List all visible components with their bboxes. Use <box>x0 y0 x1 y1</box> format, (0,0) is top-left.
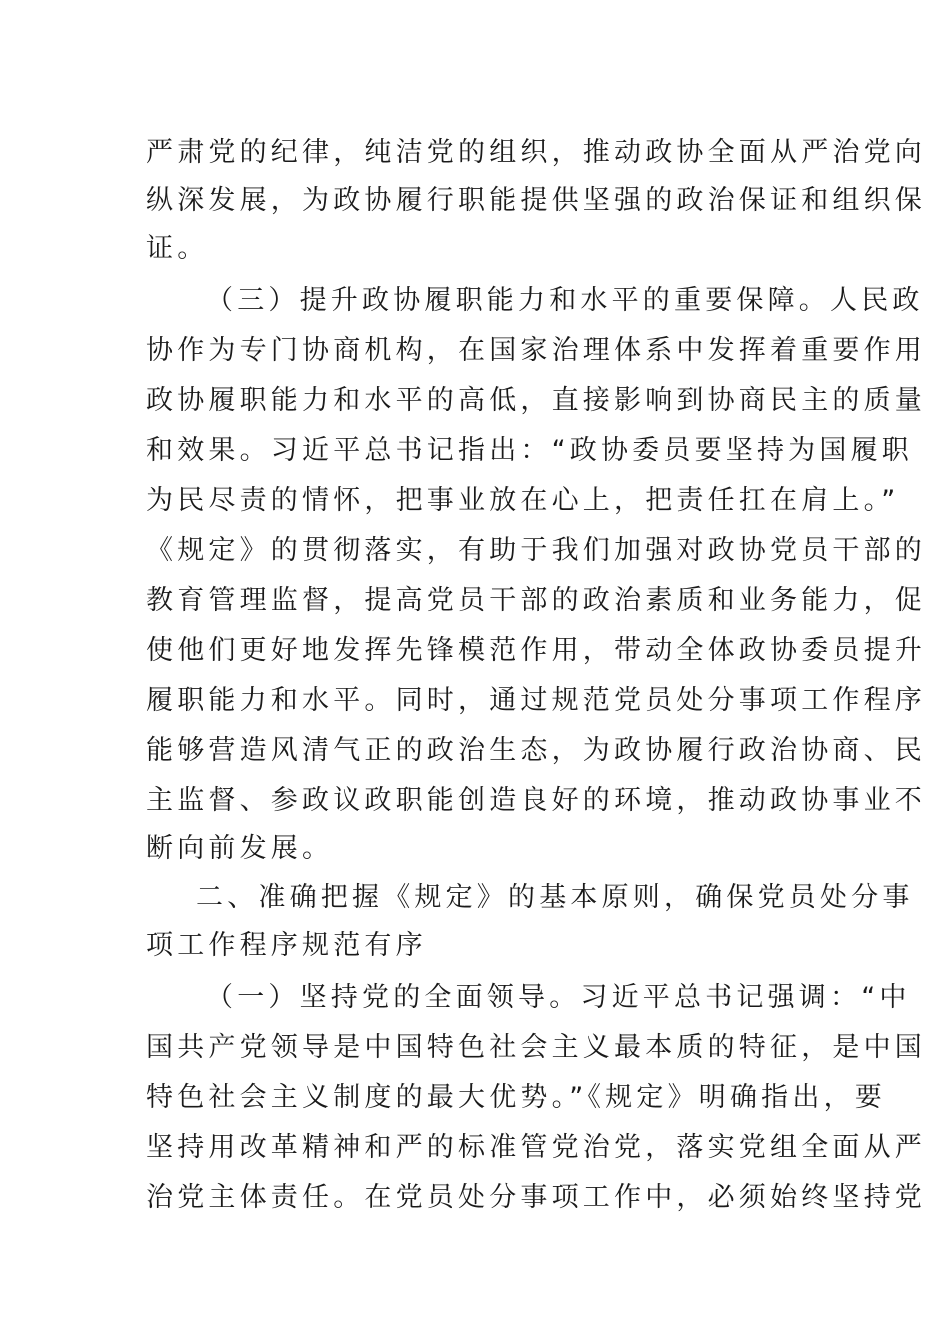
text-line: 坚持用改革精神和严的标准管党治党，落实党组全面从严 <box>146 1132 926 1163</box>
paragraph-start-line: （一）坚持党的全面领导。习近平总书记强调：“中 <box>206 982 911 1013</box>
text-line: 纵深发展，为政协履行职能提供坚强的政治保证和组织保 <box>146 185 926 216</box>
text-line: 能够营造风清气正的政治生态，为政协履行政治协商、民 <box>146 735 926 766</box>
section-heading-line: 项工作程序规范有序 <box>146 930 427 961</box>
text-line: 政协履职能力和水平的高低，直接影响到协商民主的质量 <box>146 385 926 416</box>
text-line: 使他们更好地发挥先锋模范作用，带动全体政协委员提升 <box>146 635 926 666</box>
text-line: 国共产党领导是中国特色社会主义最本质的特征，是中国 <box>146 1032 926 1063</box>
text-line: 主监督、参政议政职能创造良好的环境，推动政协事业不 <box>146 785 926 816</box>
paragraph-start-line: （三）提升政协履职能力和水平的重要保障。人民政 <box>206 285 924 316</box>
text-line: 协作为专门协商机构，在国家治理体系中发挥着重要作用 <box>146 335 926 366</box>
text-line: 《规定》的贯彻落实，有助于我们加强对政协党员干部的 <box>146 535 926 566</box>
section-heading-line: 二、准确把握《规定》的基本原则，确保党员处分事 <box>196 882 914 913</box>
text-line: 教育管理监督，提高党员干部的政治素质和业务能力，促 <box>146 585 926 616</box>
text-line: 为民尽责的情怀，把事业放在心上，把责任扛在肩上。” <box>146 485 900 516</box>
text-line: 履职能力和水平。同时，通过规范党员处分事项工作程序 <box>146 685 926 716</box>
text-line: 特色社会主义制度的最大优势。”《规定》明确指出，要 <box>146 1082 886 1113</box>
text-line: 和效果。习近平总书记指出：“政协委员要坚持为国履职 <box>146 435 913 466</box>
text-line: 证。 <box>146 233 209 264</box>
text-line: 断向前发展。 <box>146 833 334 864</box>
text-line: 严肃党的纪律，纯洁党的组织，推动政协全面从严治党向 <box>146 137 926 168</box>
text-line: 治党主体责任。在党员处分事项工作中，必须始终坚持党 <box>146 1182 926 1213</box>
